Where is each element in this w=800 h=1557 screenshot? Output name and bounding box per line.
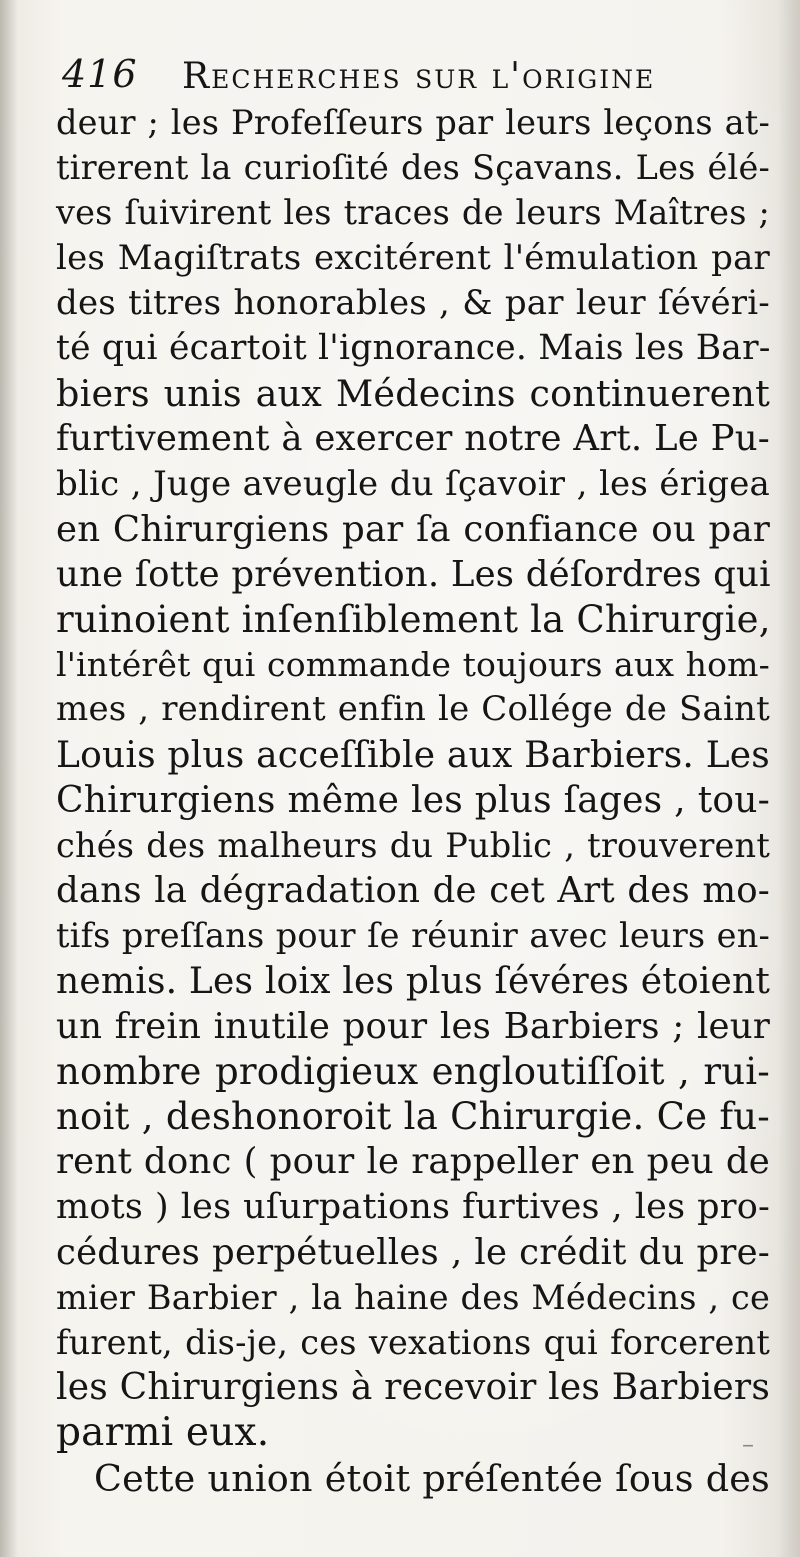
text-line: té qui écartoit l'ignorance. Mais les Bar- [56, 327, 771, 368]
text-line: nemis. Les loix les plus ſévéres étoient [56, 960, 771, 1002]
margin-mark: – [742, 1430, 754, 1458]
text-line: cédures perpétuelles , le crédit du pre- [56, 1231, 770, 1273]
text-line: biers unis aux Médecins continuerent [56, 372, 770, 416]
text-line: les Magiſtrats excitérent l'émulation par [56, 237, 770, 278]
text-line: nombre prodigieux engloutiſſoit , rui- [56, 1049, 770, 1093]
body-text [56, 100, 770, 1501]
text-line: mes , rendirent enfin le Collége de Saint [56, 689, 770, 730]
page-edge-shadow-right [778, 0, 800, 1557]
text-line: deur ; les Profeſſeurs par leurs leçons at- [56, 103, 770, 142]
text-line: l'intérêt qui commande toujours aux hom- [56, 645, 770, 685]
text-line: mier Barbier , la haine des Médecins , ce [56, 1277, 770, 1317]
text-line: furent, dis-je, ces vexations qui forcerent [56, 1323, 770, 1363]
text-line: des titres honorables , & par leur ſévéri- [56, 282, 770, 323]
text-line: les Chirurgiens à recevoir les Barbiers [56, 1367, 770, 1409]
text-line: Chirurgiens même les plus ſages , tou- [56, 779, 770, 821]
text-line: tifs preſſans pour ſe réunir avec leurs en- [56, 916, 770, 956]
text-line: tirerent la curioſité des Sçavans. Les élé- [56, 148, 770, 188]
text-line: une ſotte prévention. Les déſordres qui [56, 553, 771, 595]
paragraph-end-line: parmi eux. [56, 1410, 270, 1456]
text-line: furtivement à exercer notre Art. Le Pu- [56, 418, 770, 460]
page-edge-shadow-left [0, 0, 18, 1557]
page-number: 416 [62, 52, 138, 96]
text-line: mots ) les uſurpations furtives , les pro- [56, 1186, 770, 1227]
text-line: ruinoient inſenſiblement la Chirurgie, [56, 598, 771, 642]
text-line: chés des malheurs du Public , trouverent [56, 826, 770, 865]
text-line: Louis plus acceſſible aux Barbiers. Les [56, 734, 770, 776]
text-line: rent donc ( pour le rappeller en peu de [56, 1141, 770, 1183]
text-line: blic , Juge aveugle du ſçavoir , les érigea [56, 463, 770, 504]
text-line: en Chirurgiens par ſa confiance ou par [56, 508, 770, 550]
text-line: dans la dégradation de cet Art des mo- [56, 870, 770, 912]
text-line: ves ſuivirent les traces de leurs Maîtres ; [56, 193, 770, 233]
paragraph-start-line: Cette union étoit préſentée ſous des [94, 1456, 770, 1500]
running-head: Recherches sur l'origine [182, 56, 656, 97]
page-header [62, 48, 762, 106]
text-line: un frein inutile pour les Barbiers ; leur [56, 1005, 770, 1047]
text-line: noit , deshonoroit la Chirurgie. Ce fu- [56, 1095, 770, 1139]
